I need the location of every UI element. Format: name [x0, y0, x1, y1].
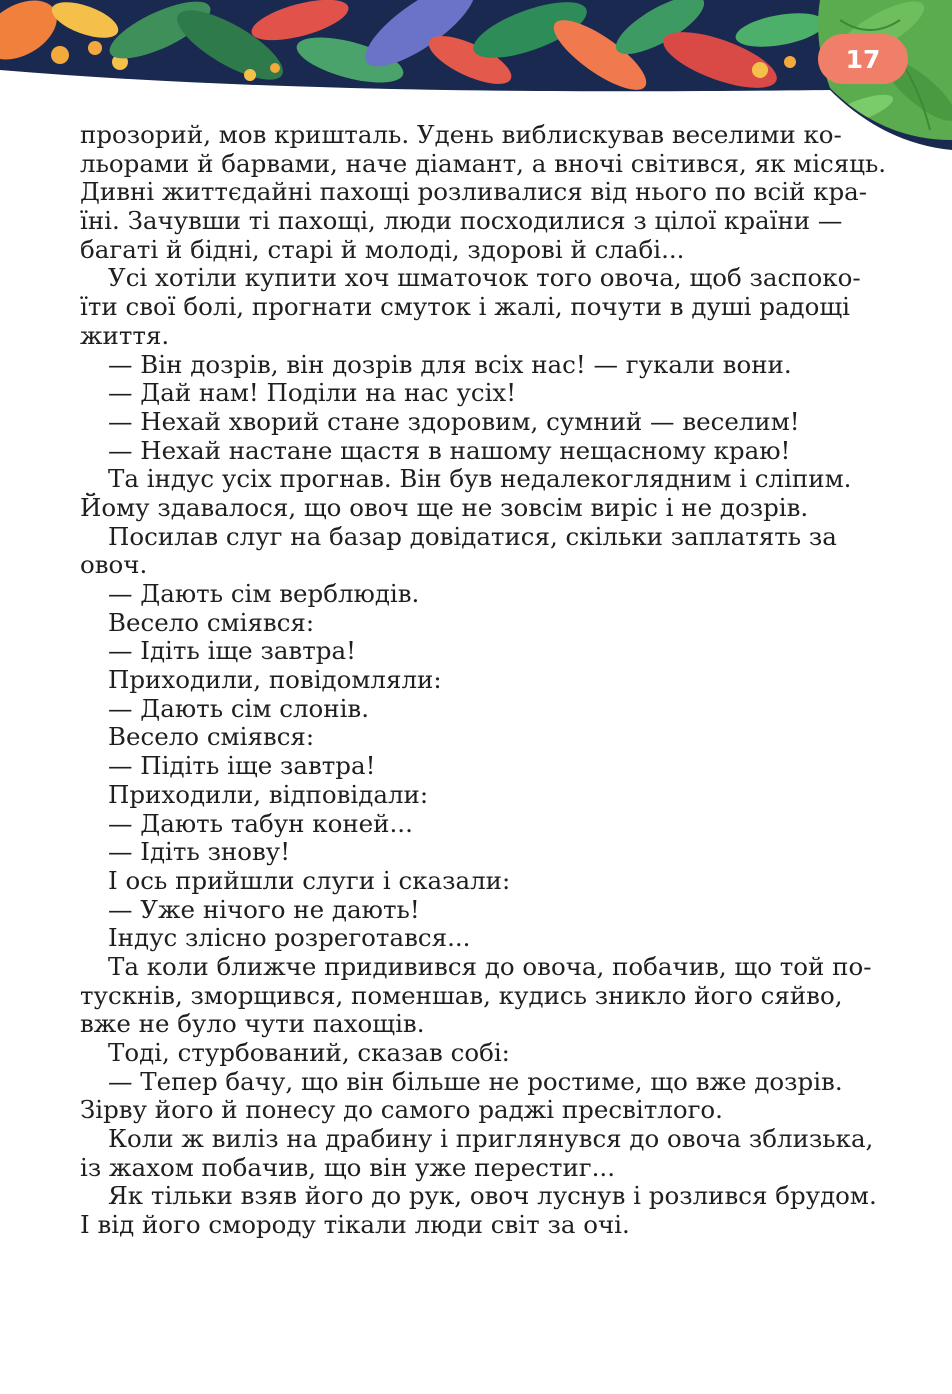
text-line: Йому здавалося, що овоч ще не зовсім виріс і не дозрів.	[80, 492, 809, 522]
text-line: Посилав слуг на базар довідатися, скільки заплатять за	[108, 521, 837, 551]
page-number-badge	[818, 34, 908, 84]
text-line: — Уже нічого не дають!	[108, 894, 420, 924]
text-line: — Дають сім слонів.	[108, 693, 370, 723]
text-line: Весело сміявся:	[108, 722, 315, 752]
page-number: 17	[845, 44, 881, 74]
text-line: Коли ж виліз на драбину і приглянувся до овоча зблизька,	[108, 1124, 874, 1154]
text-line: Дивні життєдайні пахощі розливалися від нього по всій кра-	[80, 177, 868, 207]
text-line: — Нехай настане щастя в нашому нещасному краю!	[108, 435, 791, 465]
text-line: льорами й барвами, наче діамант, а вночі світився, як місяць.	[80, 148, 887, 178]
text-line: — Дай нам! Поділи на нас усіх!	[108, 378, 517, 408]
text-line: Весело сміявся:	[108, 607, 315, 637]
text-line: Та індус усіх прогнав. Він був недалекоглядним і сліпим.	[108, 464, 852, 494]
text-line: вже не було чути пахощів.	[80, 1009, 425, 1039]
text-line: — Дають табун коней...	[108, 808, 413, 838]
text-line: І від його смороду тікали люди світ за очі.	[80, 1210, 630, 1240]
text-line: — Він дозрів, він дозрів для всіх нас! — гукали вони.	[108, 349, 792, 379]
text-line: Приходили, повідомляли:	[108, 665, 442, 695]
text-line: — Ідіть знову!	[108, 837, 291, 867]
text-line: прозорий, мов кришталь. Удень виблискував веселими ко-	[80, 120, 842, 149]
text-line: із жахом побачив, що він уже перестиг...	[80, 1152, 615, 1182]
text-line: овоч.	[80, 550, 148, 580]
text-line: Приходили, відповідали:	[108, 779, 429, 809]
text-line: Усі хотіли купити хоч шматочок того овоча, щоб заспоко-	[108, 263, 861, 293]
text-line: — Дають сім верблюдів.	[108, 579, 420, 608]
text-line: їти свої болі, прогнати смуток і жалі, почути в душі радощі	[80, 292, 851, 322]
text-line: — Ідіть іще завтра!	[108, 636, 356, 666]
text-line: Як тільки взяв його до рук, овоч луснув і розлився брудом.	[108, 1181, 877, 1211]
text-line: Тоді, стурбований, сказав собі:	[108, 1038, 510, 1067]
text-line: — Тепер бачу, що він більше не ростиме, що вже дозрів.	[108, 1066, 843, 1096]
text-line: — Нехай хворий стане здоровим, сумний — веселим!	[108, 406, 800, 436]
text-line: життя.	[80, 320, 170, 350]
text-line: їні. Зачувши ті пахощі, люди посходилися з цілої країни —	[80, 206, 843, 236]
text-line: багаті й бідні, старі й молоді, здорові й слабі...	[80, 234, 685, 264]
text-line: тускнів, зморщився, поменшав, кудись зникло його сяйво,	[80, 980, 843, 1010]
text-line: І ось прийшли слуги і сказали:	[108, 865, 511, 895]
text-line: Індус злісно розреготався...	[108, 923, 471, 953]
story-text	[80, 120, 887, 1240]
text-line: — Підіть іще завтра!	[108, 751, 376, 781]
text-line: Та коли ближче придивився до овоча, побачив, що той по-	[108, 951, 872, 981]
text-line: Зірву його й понесу до самого раджі пресвітлого.	[80, 1095, 723, 1125]
